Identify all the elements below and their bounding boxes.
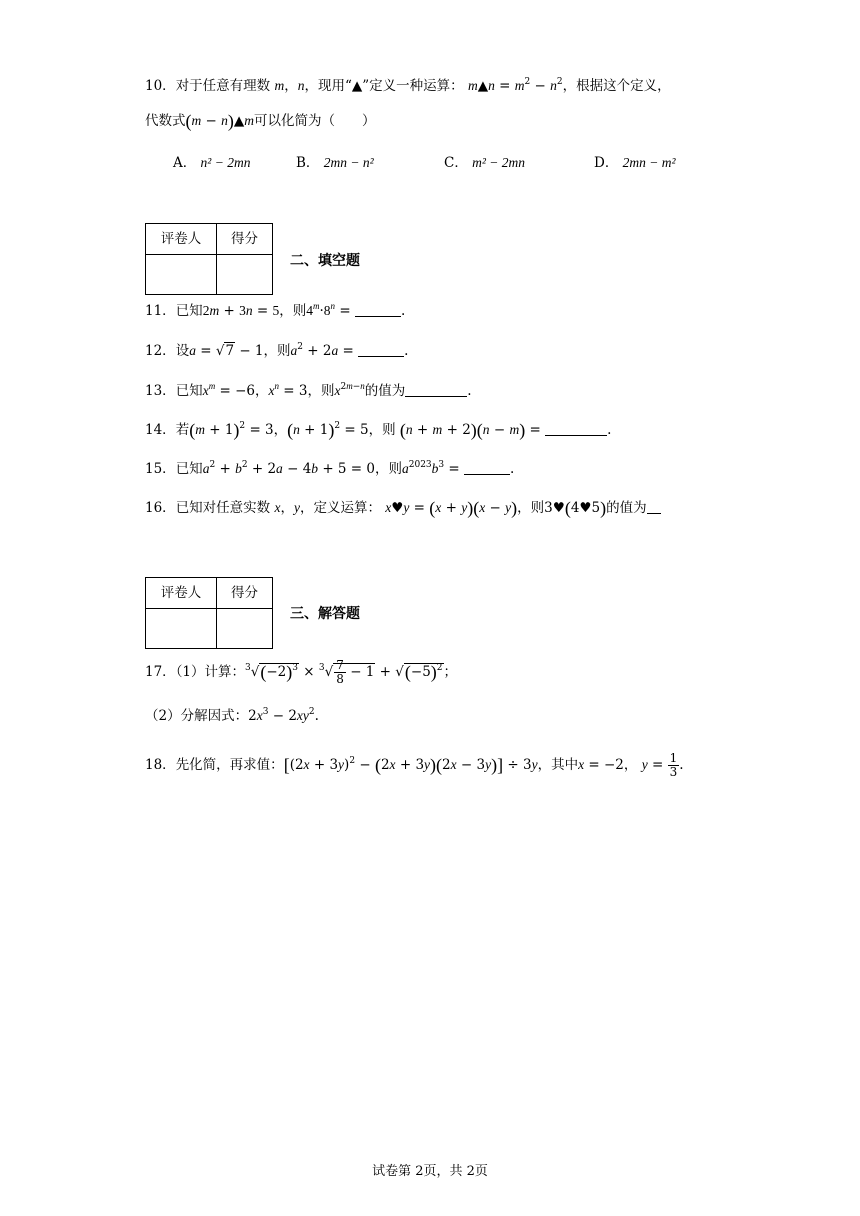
answer-blank[interactable] [464, 460, 510, 475]
reviewer-label: 评卷人 [160, 231, 202, 247]
question-13: 13．已知$x^m = -6$，$x^n = 3$，则$x^{2m-n}$的值为 . [145, 381, 472, 399]
question-18: 18．先化简，再求值：$[(2x + 3y)^2 - (2x + 3y)(2x - 3y)] \div 3y$，其中x = −2， y = $\frac{1}{3}$ . [145, 751, 684, 779]
option-a[interactable]: A． n² − 2mn [173, 155, 251, 171]
answer-blank[interactable] [358, 342, 404, 357]
question-17-part1: 17．（1）计算：$^3√(-2)^3 \times ^3√$ $\frac{7}{8}$ − $1 + √(-5)^2$； [145, 658, 458, 686]
question-number: 10． [145, 78, 176, 94]
section-title-solve: 三、解答题 [290, 606, 360, 622]
option-c[interactable]: C． m² − 2mn [444, 155, 526, 171]
score-label: 得分 [231, 231, 258, 247]
answer-blank[interactable] [355, 302, 401, 317]
question-15: 15．已知$a^2 + b^2 + 2a - 4b + 5 = 0$，则$a^{2023}b^3$ = . [145, 460, 515, 477]
option-d[interactable]: D． 2mn − m² [594, 155, 676, 171]
question-10-line2: 代数式(m − n)▲m可以化简为（ ） [145, 111, 376, 131]
answer-blank[interactable] [545, 421, 607, 436]
section-title-fill-blank: 二、填空题 [290, 253, 360, 269]
question-17-part2: （2）分解因式：$2x^3 - 2xy^2$. [145, 707, 319, 724]
score-table-2 [145, 577, 273, 649]
answer-blank[interactable] [647, 499, 661, 514]
score-table-1 [145, 223, 273, 295]
question-10-line1: 10．对于任意有理数 m，n，现用“▲”定义一种运算： m▲n = $m^2 - n^2$，根据这个定义， [145, 77, 671, 94]
question-11: 11．已知2m + 3n = 5，则$4^m\cdot 8^n$ = . [145, 301, 406, 319]
question-16: 16．已知对任意实数 x，y，定义运算： x♥y = (x + y)(x − y)，则3♥(4♥5)的值为 [145, 498, 661, 518]
page-footer: 试卷第 2页，共 2页 [372, 1164, 488, 1179]
question-12: 12．设a = √7 − 1，则$a^2 + 2a$ = . [145, 342, 409, 359]
answer-blank[interactable] [405, 382, 467, 397]
score-label: 得分 [231, 585, 258, 601]
question-14: 14．若$(m + 1)^2 = 3$，$(n + 1)^2 = 5$，则 (n + m + 2)(n − m) = . [145, 420, 612, 440]
reviewer-label: 评卷人 [160, 585, 202, 601]
option-b[interactable]: B． 2mn − n² [296, 155, 374, 171]
